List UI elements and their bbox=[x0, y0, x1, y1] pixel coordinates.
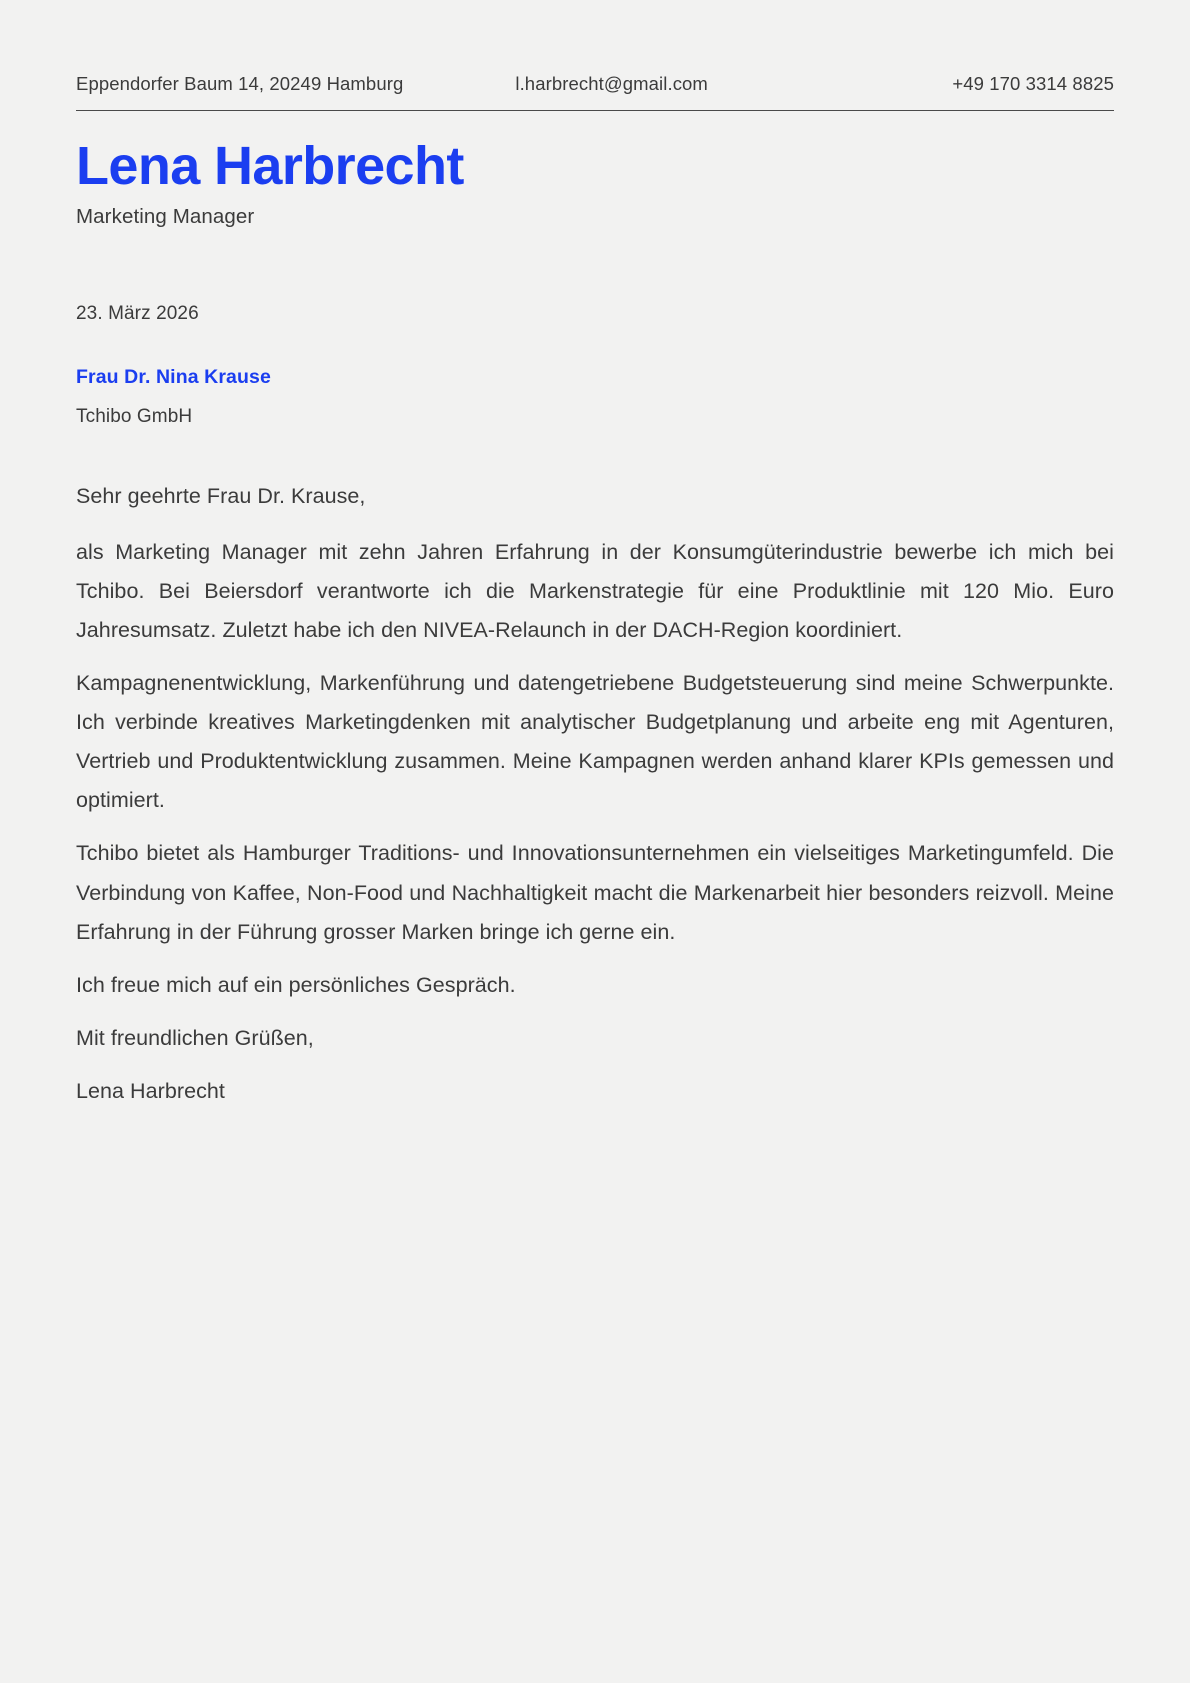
letter-paragraph-3: Tchibo bietet als Hamburger Traditions- und Innovationsunternehmen ein vielseitiges Marketingumfeld. Die Verbindung von Kaffee, Non-Food und Nachhaltigkeit macht die Markenarbeit hier besonders reizvoll. Meine Erfahrung in der Führung grosser Marken bringe ich gerne ein. bbox=[76, 841, 1114, 944]
letter-paragraph-1: als Marketing Manager mit zehn Jahren Erfahrung in der Konsumgüterindustrie bewerbe ich mich bei Tchibo. Bei Beiersdorf verantworte ich die Markenstrategie für eine Produktlinie mit 120 Mio. Euro Jahresumsatz. Zuletzt habe ich den NIVEA-Relaunch in der DACH-Region koordiniert. bbox=[76, 539, 1114, 642]
letter-sign-off: Mit freundlichen Grüßen, bbox=[76, 1025, 314, 1050]
letter-salutation: Sehr geehrte Frau Dr. Krause, bbox=[76, 484, 366, 509]
letter-body bbox=[76, 477, 1114, 1111]
identity-block bbox=[76, 137, 1114, 229]
letter-paragraph-2: Kampagnenentwicklung, Markenführung und datengetriebene Budgetsteuerung sind meine Schwerpunkte. Ich verbinde kreatives Marketingdenken mit analytischer Budgetplanung und arbeite eng mit Agenturen, Vertrieb und Produktentwicklung zusammen. Meine Kampagnen werden anhand klarer KPIs gemessen und optimiert. bbox=[76, 670, 1114, 813]
contact-header bbox=[76, 0, 1114, 111]
letter-date: 23. März 2026 bbox=[76, 303, 199, 325]
contact-phone[interactable]: +49 170 3314 8825 bbox=[952, 73, 1114, 94]
contact-address: Eppendorfer Baum 14, 20249 Hamburg bbox=[76, 73, 404, 94]
recipient-company: Tchibo GmbH bbox=[76, 405, 193, 427]
letter-signature: Lena Harbrecht bbox=[76, 1079, 225, 1104]
contact-email[interactable]: l.harbrecht@gmail.com bbox=[515, 73, 708, 94]
applicant-name: Lena Harbrecht bbox=[76, 136, 464, 197]
recipient-block bbox=[76, 365, 1114, 429]
recipient-name: Frau Dr. Nina Krause bbox=[76, 366, 271, 389]
letter-closing-line: Ich freue mich auf ein persönliches Gespräch. bbox=[76, 972, 516, 997]
applicant-job-title: Marketing Manager bbox=[76, 205, 255, 229]
